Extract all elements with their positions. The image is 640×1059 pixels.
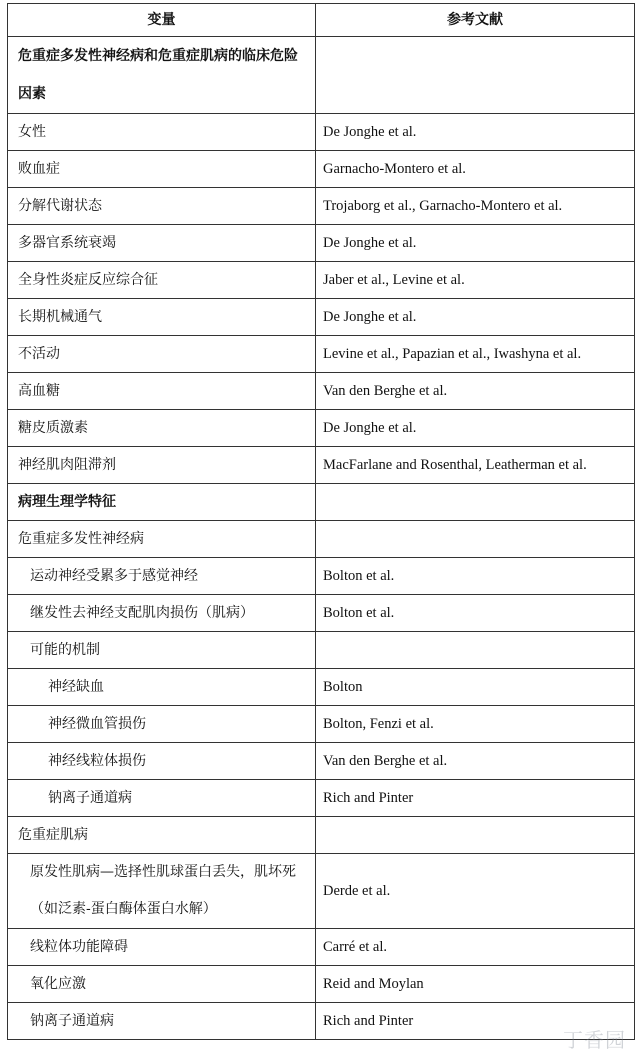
header-reference: 参考文献: [316, 4, 635, 37]
table-row: [8, 151, 635, 188]
variable-cell: 钠离子通道病: [8, 780, 316, 817]
reference-cell: Bolton et al.: [316, 595, 635, 632]
reference-cell: De Jonghe et al.: [316, 225, 635, 262]
reference-cell: Garnacho-Montero et al.: [316, 151, 635, 188]
reference-cell: Bolton, Fenzi et al.: [316, 706, 635, 743]
reference-cell: [316, 521, 635, 558]
table-row: [8, 336, 635, 373]
reference-cell: Rich and Pinter: [316, 1003, 635, 1040]
variable-cell: 神经线粒体损伤: [8, 743, 316, 780]
table-row: [8, 373, 635, 410]
watermark-logo: 丁香园: [563, 1028, 626, 1052]
reference-cell: Jaber et al., Levine et al.: [316, 262, 635, 299]
reference-cell: De Jonghe et al.: [316, 410, 635, 447]
table-header-row: [8, 4, 635, 37]
table-row: [8, 706, 635, 743]
table-row: [8, 669, 635, 706]
table-row: [8, 410, 635, 447]
reference-cell: Carré et al.: [316, 929, 635, 966]
table-row: [8, 521, 635, 558]
table-row: [8, 966, 635, 1003]
table-row: [8, 632, 635, 669]
table-row: [8, 558, 635, 595]
table-row: [8, 225, 635, 262]
variable-cell: 继发性去神经支配肌肉损伤（肌病）: [8, 595, 316, 632]
reference-cell: Trojaborg et al., Garnacho-Montero et al.: [316, 188, 635, 225]
variable-cell: 神经肌肉阻滞剂: [8, 447, 316, 484]
table-row: [8, 854, 635, 929]
variable-cell: 败血症: [8, 151, 316, 188]
variable-cell: 糖皮质激素: [8, 410, 316, 447]
reference-cell: [316, 37, 635, 114]
variable-cell: 原发性肌病—选择性肌球蛋白丢失，肌坏死（如泛素-蛋白酶体蛋白水解）: [8, 854, 316, 929]
reference-cell: De Jonghe et al.: [316, 299, 635, 336]
subsection-heading: 危重症多发性神经病: [8, 521, 316, 558]
reference-cell: Van den Berghe et al.: [316, 373, 635, 410]
variable-cell: 可能的机制: [8, 632, 316, 669]
table-row: [8, 817, 635, 854]
table-row: [8, 780, 635, 817]
table-row: [8, 743, 635, 780]
variable-cell: 不活动: [8, 336, 316, 373]
subsection-heading: 危重症肌病: [8, 817, 316, 854]
reference-cell: De Jonghe et al.: [316, 114, 635, 151]
variable-cell: 长期机械通气: [8, 299, 316, 336]
reference-cell: MacFarlane and Rosenthal, Leatherman et al.: [316, 447, 635, 484]
reference-cell: Rich and Pinter: [316, 780, 635, 817]
section-heading-risk-factors: 危重症多发性神经病和危重症肌病的临床危险因素: [8, 37, 316, 114]
table-row: [8, 37, 635, 114]
variable-cell: 运动神经受累多于感觉神经: [8, 558, 316, 595]
table-row: [8, 299, 635, 336]
table-row: [8, 114, 635, 151]
table-row: [8, 262, 635, 299]
variable-cell: 钠离子通道病: [8, 1003, 316, 1040]
reference-cell: Derde et al.: [316, 854, 635, 929]
reference-cell: Van den Berghe et al.: [316, 743, 635, 780]
reference-cell: Bolton et al.: [316, 558, 635, 595]
reference-cell: [316, 632, 635, 669]
risk-factor-table: [7, 3, 635, 1040]
reference-cell: [316, 484, 635, 521]
variable-cell: 高血糖: [8, 373, 316, 410]
variable-cell: 神经缺血: [8, 669, 316, 706]
table-row: [8, 188, 635, 225]
variable-cell: 多器官系统衰竭: [8, 225, 316, 262]
variable-cell: 氧化应激: [8, 966, 316, 1003]
variable-cell: 分解代谢状态: [8, 188, 316, 225]
reference-cell: Levine et al., Papazian et al., Iwashyna et al.: [316, 336, 635, 373]
section-heading-pathophysiology: 病理生理学特征: [8, 484, 316, 521]
variable-cell: 神经微血管损伤: [8, 706, 316, 743]
header-variable: 变量: [8, 4, 316, 37]
table-row: [8, 929, 635, 966]
reference-cell: Reid and Moylan: [316, 966, 635, 1003]
variable-cell: 线粒体功能障碍: [8, 929, 316, 966]
reference-cell: Bolton: [316, 669, 635, 706]
variable-cell: 女性: [8, 114, 316, 151]
table-row: [8, 595, 635, 632]
reference-cell: [316, 817, 635, 854]
table-row: [8, 484, 635, 521]
variable-cell: 全身性炎症反应综合征: [8, 262, 316, 299]
table-row: [8, 1003, 635, 1040]
table-row: [8, 447, 635, 484]
